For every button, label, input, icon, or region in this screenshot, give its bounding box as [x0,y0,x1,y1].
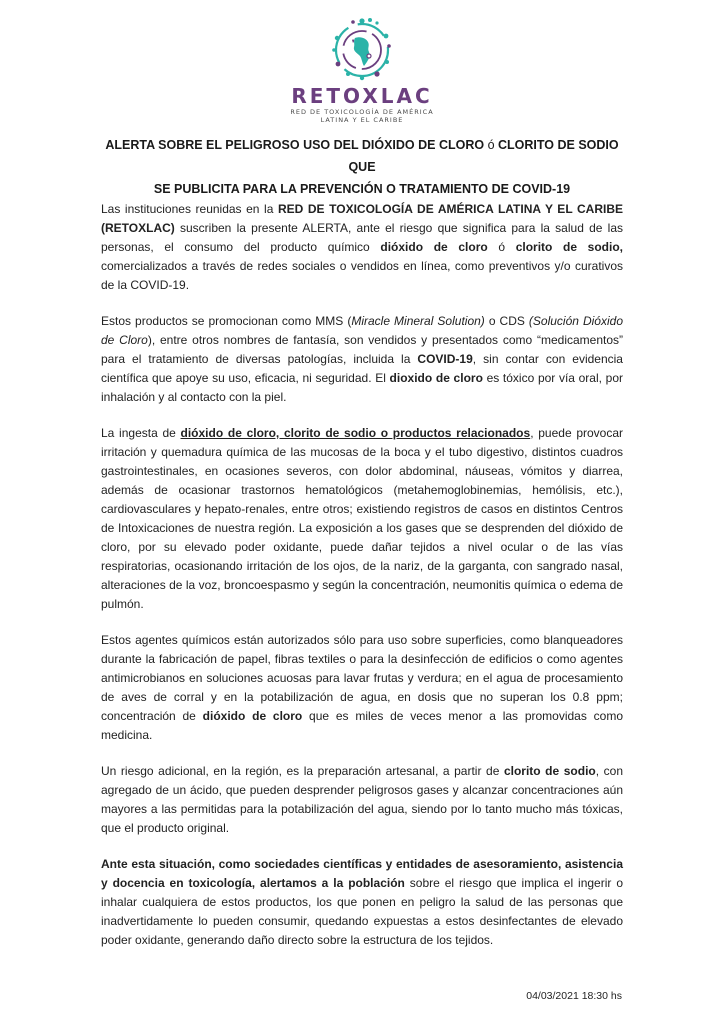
p2-italic-1: Miracle Mineral Solution) [351,314,485,328]
paragraph-2 [101,312,623,407]
p3-text-1: La ingesta de [101,426,181,440]
logo-subtitle-line2: LATINA Y EL CARIBE [320,116,404,124]
p2-bold-1: COVID-19 [417,352,473,366]
logo-subtitle-line1: RED DE TOXICOLOGÍA DE AMÉRICA [290,108,434,116]
document-body [101,200,623,967]
p2-bold-2: dioxido de cloro [389,371,483,385]
p4-bold-1: dióxido de cloro [202,709,303,723]
p6-bold-1: Ante esta situación, como sociedades científicas y entidades de asesoramiento, asistencia y docencia en toxicología, alertamos a la población [101,857,623,890]
p2-text-2: o CDS [484,314,529,328]
retoxlac-logo [0,14,724,124]
title-line-1-connector: ó [487,138,495,152]
p3-text-2: , puede provocar irritación y quemadura química de las mucosas de la boca y el tubo digestivo, distintos cuadros gastrointestinales, en ocasiones severos, con dolor abdominal, náuseas, vómitos y diarrea, además de ocasionar trastornos hematológicos (metahemoglobinemias, hemólisis, etc.), cardiovasculares y hepato-renales, entre otros; existiendo registros de casos en distintos Centros de Intoxicaciones de nuestra región. La exposición a los gases que se desprenden del dióxido de cloro, por su elevado poder oxidante, puede dañar tejidos a nivel ocular o de las vías respiratorias, ocasionando irritación de los ojos, de la nariz, de la garganta, con sangrado nasal, alteraciones de la voz, broncoespasmo y según la concentración, neumonitis química o edema de pulmón. [101,426,624,611]
globe-logo-icon [322,14,402,82]
p5-text-2: , con agregado de un ácido, que pueden desprender peligrosos gases y alcanzar concentraciones aún mayores a las permitidas para la potabilización del agua, siendo por lo tanto mucho más tóxicas, que el producto original. [101,764,623,835]
p4-text-2: que es miles de veces menor a las promovidas como medicina. [101,709,623,742]
p2-text-4: , sin contar con evidencia científica que apoye su uso, eficacia, ni seguridad. El [101,352,623,385]
p2-text-1: Estos productos se promocionan como MMS ( [101,314,352,328]
p5-bold-1: clorito de sodio [503,764,596,778]
document-date: 04/03/2021 18:30 hs [526,990,622,1002]
paragraph-6 [101,855,623,950]
paragraph-5 [101,762,623,838]
p2-text-5: es tóxico por vía oral, por inhalación y al contacto con la piel. [101,371,623,404]
p4-text-1: Estos agentes químicos están autorizados sólo para uso sobre superficies, como blanqueadores durante la fabricación de papel, fibras textiles o para la desinfección de edificios o como agentes antimicrobianos en soluciones acuosas para lavar frutas y verdura; en el agua de procesamiento de aves de corral y en la potabilización de agua, en dosis que no superan los 0.8 ppm; concentración de [101,633,623,723]
logo-name: RETOXLAC [291,84,433,108]
p1-text-4: comercializados a través de redes sociales o vendidos en línea, como preventivos y/o curativos de la COVID-19. [101,259,623,292]
title-line-1-part-b: CLORITO DE SODIO QUE [348,138,619,174]
p1-text-2: suscriben la presente ALERTA, ante el riesgo que significa para la salud de las personas, el consumo del producto químico [101,221,623,254]
title-line-1-part-a: ALERTA SOBRE EL PELIGROSO USO DEL DIÓXIDO DE CLORO [105,138,488,152]
p1-bold-2: dióxido de cloro [380,240,488,254]
paragraph-3 [101,424,623,614]
p1-bold-1: RED DE TOXICOLOGÍA DE AMÉRICA LATINA Y EL CARIBE (RETOXLAC) [101,202,624,235]
p3-bold-underlined: dióxido de cloro, clorito de sodio o productos relacionados [180,426,531,440]
paragraph-1 [101,200,623,295]
paragraph-4 [101,631,623,745]
p2-text-3: ), entre otros nombres de fantasía, son vendidos y presentados como “medicamentos” para el tratamiento de diversas patologías, incluida la [101,333,624,366]
p1-bold-3: clorito de sodio, [515,240,623,254]
p6-text-1: sobre el riesgo que implica el ingerir o inhalar cualquiera de estos productos, los que ponen en peligro la salud de las personas que inadvertidamente lo pueden consumir, quedando expuestas a estos desinfectantes de elevado poder oxidante, generando daño directo sobre la estructura de los tejidos. [101,876,623,947]
document-title [100,134,624,200]
p5-text-1: Un riesgo adicional, en la región, es la preparación artesanal, a partir de [101,764,504,778]
p1-text-1: Las instituciones reunidas en la [101,202,278,216]
title-line-2: SE PUBLICITA PARA LA PREVENCIÓN O TRATAMIENTO DE COVID-19 [153,182,571,196]
p2-italic-2: (Solución Dióxido de Cloro [101,314,623,347]
title-line-1 [100,134,624,178]
p1-text-3: ó [487,240,516,254]
